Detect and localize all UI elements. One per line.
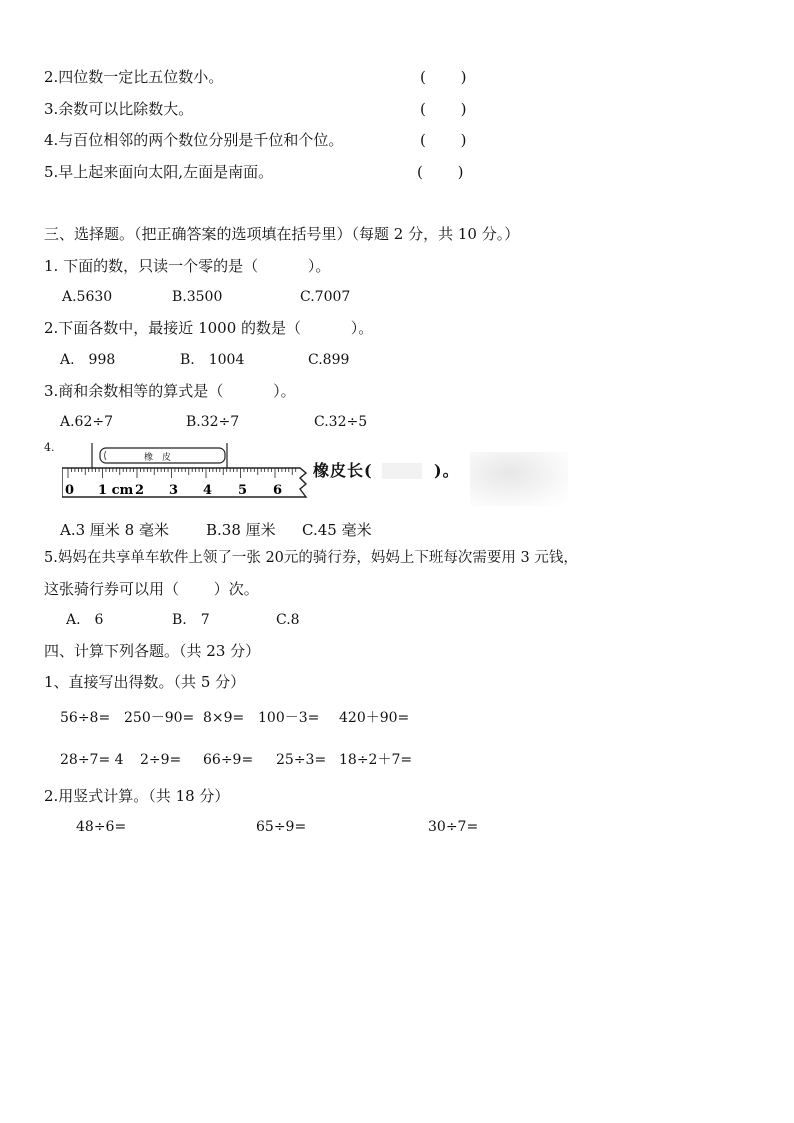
eraser-label: 橡 皮 [144, 453, 172, 463]
ruler-figure [62, 442, 312, 500]
choice-q1-stem: 1. 下面的数，只读一个零的是（ ）。 [44, 257, 331, 275]
judge-item-5: 5.早上起来面向太阳,左面是南面。 [44, 163, 274, 181]
ruler-tick-label: 5 [238, 483, 248, 498]
choice-q3-option-b[interactable]: B.32÷7 [186, 414, 240, 430]
ruler-tick-label: 4 [203, 483, 213, 498]
ruler-tick-label: 3 [169, 483, 179, 498]
ruler-tick-label: 0 [65, 483, 75, 498]
ruler-tick-label: 2 [135, 483, 145, 498]
choice-q4-option-b[interactable]: B.38 厘米 [206, 521, 276, 539]
judge-answer-blank[interactable]: ( ) [420, 100, 467, 118]
ruler-tick-label: 1 cm [98, 483, 134, 498]
choice-q1-option-c[interactable]: C.7007 [300, 289, 351, 305]
judge-item-3: 3.余数可以比除数大。 [44, 100, 194, 118]
choice-q1-option-a[interactable]: A.5630 [62, 289, 113, 305]
judge-answer-blank[interactable]: ( ) [420, 68, 467, 86]
choice-q2-option-b[interactable]: B. 1004 [180, 352, 245, 368]
vertical-calc-item: 48÷6= [76, 819, 127, 835]
judge-item-4: 4.与百位相邻的两个数位分别是千位和个位。 [44, 131, 344, 149]
choice-q4-option-c[interactable]: C.45 毫米 [302, 521, 372, 539]
choice-q5-option-a[interactable]: A. 6 [66, 612, 104, 628]
vertical-calc-item: 30÷7= [428, 819, 479, 835]
judge-answer-blank[interactable]: ( ) [420, 131, 467, 149]
judge-item-2: 2.四位数一定比五位数小。 [44, 68, 224, 86]
choice-q2-stem: 2.下面各数中，最接近 1000 的数是（ ）。 [44, 319, 374, 337]
choice-q1-option-b[interactable]: B.3500 [172, 289, 223, 305]
scan-smudge [382, 463, 422, 479]
calc-item: 18÷2＋7= [339, 752, 413, 768]
choice-q2-option-c[interactable]: C.899 [308, 352, 350, 368]
choice-q5-option-c[interactable]: C.8 [276, 612, 300, 628]
calc-item: 2÷9= [140, 752, 182, 768]
calc-item: 8×9= [203, 710, 245, 726]
choice-q3-option-a[interactable]: A.62÷7 [60, 414, 114, 430]
calc-item: 25÷3= [276, 752, 327, 768]
choice-q4-option-a[interactable]: A.3 厘米 8 毫米 [60, 521, 169, 539]
calc-part2-title: 2.用竖式计算。（共 18 分） [44, 787, 230, 805]
section-title-calc: 四、计算下列各题。（共 23 分） [44, 642, 261, 660]
choice-q4-number: 4. [44, 441, 55, 454]
calc-item: 28÷7= 4 [60, 752, 124, 768]
judge-answer-blank[interactable]: ( ) [417, 163, 464, 181]
vertical-calc-item: 65÷9= [256, 819, 307, 835]
calc-item: 250－90= [124, 710, 195, 726]
choice-q5-option-b[interactable]: B. 7 [172, 612, 210, 628]
choice-q2-option-a[interactable]: A. 998 [60, 352, 116, 368]
choice-q5-stem-line2: 这张骑行券可以用（ ）次。 [44, 580, 259, 598]
choice-q3-option-c[interactable]: C.32÷5 [314, 414, 368, 430]
calc-item: 66÷9= [203, 752, 254, 768]
calc-item: 56÷8= [60, 710, 111, 726]
choice-q5-stem-line1: 5.妈妈在共享单车软件上领了一张 20元的骑行券，妈妈上下班每次需要用 3 元钱， [44, 550, 578, 566]
scan-smudge [470, 452, 568, 506]
ruler-tick-label: 6 [273, 483, 283, 498]
calc-item: 100－3= [258, 710, 320, 726]
section-title-choice: 三、选择题。（把正确答案的选项填在括号里）（每题 2 分，共 10 分。） [44, 225, 520, 243]
choice-q3-stem: 3.商和余数相等的算式是（ ）。 [44, 382, 296, 400]
calc-item: 420＋90= [339, 710, 410, 726]
ruler-caption: 橡皮长( [313, 461, 373, 480]
ruler-caption-end: )。 [434, 461, 460, 480]
calc-part1-title: 1、直接写出得数。（共 5 分） [44, 673, 246, 691]
